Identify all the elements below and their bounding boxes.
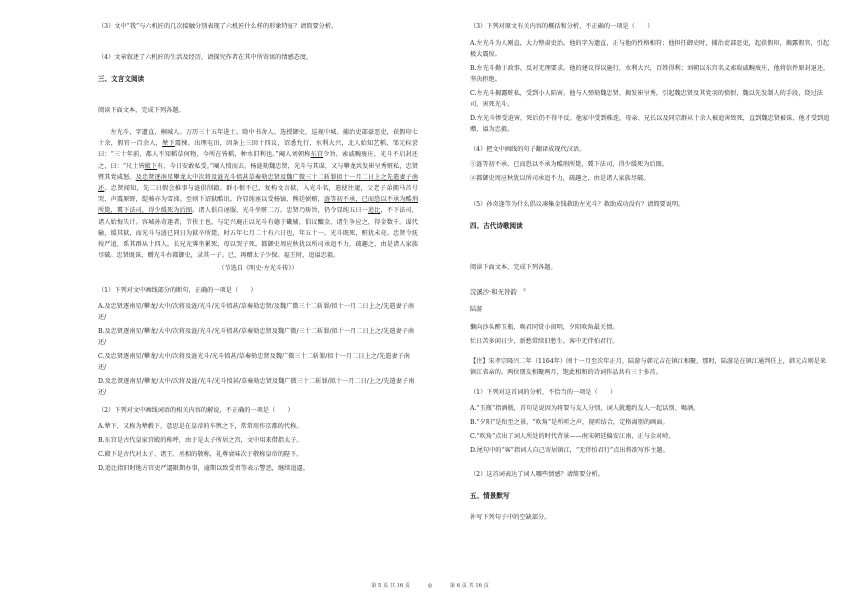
option-b[interactable]: B.东宫是古代皇家宫殿的称呼，由于是太子所居之宫，文中用来借指太子。	[98, 437, 303, 445]
poem-question-1-stem: （1）下列对这首词的分析，不恰当的一项是（ ）	[470, 389, 617, 397]
option-d[interactable]: D.追比指旧时地方官吏严逼限期办事，逾期以致受责等表示警恶，继续追逼。	[98, 465, 309, 473]
poem-question-2: （2）这首词表达了词人哪些情感？请简要分析。	[470, 471, 604, 479]
question-4-modern-reading: （4）文章叙述了六机匠的生活及经历，请探究作者在其中所寄寓的情感态度。	[98, 54, 313, 61]
option-b[interactable]: B.及忠贤逐南星/攀龙/大中/次将及涟/光斗/光斗愤甚/草奏劾忠贤及魏广微/三十二斩罪/拟十一月二日上之/先遣妻子南还/	[98, 328, 415, 347]
option-b[interactable]: B.左光斗勤于政事，反对无理要求。他的建议得以施行，水利大兴，百姓得利；刘朝以东宫名义索取戚畹废庄，他将信件原封退还，坚决拒绝。	[470, 65, 830, 83]
option-c[interactable]: C.殿下是古代对太子、诸王、丞相的敬称，礼尊衰味次于敬称皇帝的陛下。	[98, 451, 303, 459]
underlined-term: 追比	[367, 207, 381, 215]
option-a[interactable]: A.及忠贤逐南星/攀龙/大中/次将及涟/光斗/光斗愤甚/草奏劾忠贤/及魏广微三十二斩罪/拟十一月二日上之/先遣妻子南还/	[98, 303, 415, 322]
option-d[interactable]: D.尾句中的“客”指词人自己寄居镇江，“无伴怕君行”点出将欲写作主题。	[470, 447, 669, 455]
page-number-right: 第 6 页 共 16 页	[449, 583, 489, 589]
poem-line: 懒向沙头醉玉瓶，唤君同赏小窗明，夕阳吹角最关情。	[470, 324, 619, 332]
footnote-mark: ①	[522, 287, 527, 292]
poem-line: 忙日苦多闲日少，新愁常续旧愁生。客中无伴怕君行。	[470, 338, 619, 346]
poem-title	[470, 284, 830, 298]
underlined-term: 辇下	[162, 140, 175, 148]
underlined-sentence: 涟等初不承，已而恐以不承为酷刑所毙，冀下法司，得少缓死为后图	[98, 196, 419, 215]
poem-author: 陆游	[470, 306, 483, 314]
passage-text: 左光斗，字遗直，桐城人。万历三十五年进士。除中书舍人。选授御史，巡视中城。捕治吏部豪恶吏，获假印七十余，假官一百余人，	[98, 129, 418, 148]
passage-text: ，不下法司，诸人始悔失计。容城孙奇逢者，节侠士也，与定兴鹿正以光斗有德于畿辅，倡议醵金，诸生争应之，得金数千。谋代输，缓其狱，而光斗与涟已同日为狱卒所毙，时五年七月二十有六日也，年五十一。光斗既死，赃犹未竟。忠贤令抚按严追，系其群从十四人。长兄光霁坐累死，母以哭子死。都御史周应秋犹以所司承追不力，疏趣之，由是诸人家族尽破。忠贤既诛，赠光斗右都御史，录其一子。已，再赠太子少保。福王时，追谥忠毅。	[98, 207, 419, 260]
option-b[interactable]: B.“夕阳”是衔至之景，“吹角”是所听之声，视听结合，定格离别的画面。	[470, 419, 669, 427]
poem-title-text: 浣溪沙·和无咎韵	[470, 288, 517, 297]
underlined-term: 东宫	[310, 151, 324, 159]
passage-source: （节选自《明史·左光斗传》）	[218, 265, 298, 273]
underlined-term: 殿下	[144, 162, 158, 170]
option-a[interactable]: A.“玉瓶”指酒瓶，首句是说因为将要与友人分别，词人就邀约友人一起话别、喝酒。	[470, 405, 700, 413]
section-heading-dictation: 五、情景默写	[470, 492, 510, 501]
question-1-stem: （1）下列对文中画线部分的断句，正确的一项是（ ）	[98, 287, 257, 295]
option-a[interactable]: A.左光斗为人刚直，大力整肃吏治。他的字为遗直，正与他的性格相符；他担任御史时，捕治吏部恶吏，起获假印，揭露假官，引起极大震惊。	[470, 40, 830, 58]
passage-text: 令旨，索戚畹废庄，光斗不启封还之，曰：“尺土皆	[98, 151, 418, 170]
right-page	[427, 0, 860, 608]
classical-passage	[98, 127, 418, 261]
reading-instructions: 阅读下面文本，完成下列各题。	[470, 264, 557, 271]
question-5: （5）孙奇逢等为什么倡议凑集金钱救助左光斗？救助成功没有？请简要说明。	[470, 201, 685, 208]
translation-sentence-1: ①涟等初不承，已而恐以不承为酷刑所毙，冀下法司，得少缓死为后图。	[470, 161, 668, 168]
question-4-stem: （4）把文中画线的句子翻译成现代汉语。	[470, 146, 586, 153]
passage-text: 有，今日安敢私受。”阉人愤而去。杨涟劾魏忠贤，光斗与其谋，又与攀龙共发崔呈秀赃私，忠贤暨其党咸怒。	[98, 162, 419, 181]
option-d[interactable]: D.及忠贤逐南星/攀龙/大中/次将及涟/光斗/光斗愤甚/草奏劾忠贤及魏广微三十二斩罪/拟十一月二日/上之/先遣妻子南还/	[98, 378, 415, 397]
page-footer	[0, 582, 860, 589]
underlined-sentence: 及忠贤逐南星攀龙大中次将及涟光斗愤甚草奏劾忠贤及魏广微三十二斩罪拟十一月二日上之先遣妻子南还	[98, 173, 419, 193]
reading-instructions: 阅读下面文本，完成下列各题。	[98, 107, 185, 114]
option-c[interactable]: C.“吹角”点出了词人所处的时代背景——南宋朝廷偏安江南，正与金对峙。	[470, 433, 675, 441]
option-a[interactable]: A.辇下，又称为辇毂下，意思是在皇帝的车舆之下，常常用作京都的代称。	[98, 423, 303, 431]
poem-note: 【注】宋孝宗隆兴二年（1164年）闰十一月至次年正月，陆游与韩元吉在镇江相聚，那时，陆游是在镇江通判任上，韩元吉则是来镇江省亲的。两位朋友相聚两月，饱此相和的诗词作品共有三十多首。	[470, 358, 827, 377]
question-3-modern-reading: （3）文中“我”与六机匠的几次接触分别表现了六机匠什么样的形象特征？请简要分析。	[98, 23, 338, 30]
question-2-stem: （2）下列对文中画线词语的相关内容的解说，不正确的一项是（ ）	[98, 407, 294, 415]
passage-text: 。诸人俱自诬服，光斗坐赃二万。忠贤乃矫旨，仍令显纯五日一	[192, 207, 368, 215]
option-d[interactable]: D.左光斗惨受迫害，死后仍不得平反。他家中受到株连，母亲、兄长以及同宗群从十余人被追害致死，直到魏忠贤被诛，他才受到追赠、谥为忠毅。	[470, 115, 830, 133]
dictation-instructions: 补写下列句子中的空缺部分。	[470, 514, 551, 522]
question-3-stem: （3）下列对原文有关内容的概括和分析，不正确的一项是（ ）	[470, 23, 654, 30]
option-c[interactable]: C.及忠贤逐南星/攀龙/大中/次将及涟光斗/光斗愤甚/草奏劾忠贤及魏广微三十二斩罪/拟十一月二日上之/先遣妻子南还/	[98, 353, 410, 372]
section-heading-classical-chinese: 三、文言文阅读	[98, 75, 145, 83]
option-c[interactable]: C.左光斗揭露赃私，受到小人陷害。他与人弹劾魏忠贤、揭发崔呈秀，引起魏忠贤及其党羽的愤恨，魏以先发制人的手段，绕过法司，害死光斗。	[470, 90, 823, 108]
page-divider-icon: ◎	[427, 583, 433, 589]
translation-sentence-2: ②都御史周应秋犹以所司承追不力，疏趣之，由是诸人家族尽破。	[470, 175, 650, 182]
passage-text: 。忠贤闻知，先二日假会推事与涟俱削籍。群小恨不已，复构文言狱，入光斗名，遣使往逮，父老子弟拥马首号哭，声震原野，缇骑亦为雪涕。至则下诏狱酷讯。许显纯诬以受杨镐、熊廷弼贿，	[98, 185, 418, 204]
section-heading-poetry: 四、古代诗歌阅读	[470, 222, 523, 230]
page-number-left: 第 5 页 共 16 页	[371, 583, 411, 589]
passage-text: 震悚。出理屯田，因条上三因十四议，诏悉允行，水利大兴，北人始知艺稻，邹元标尝曰：“三十年前，都人不知稻草何物，今所在皆稻，种水旧利也。”阉人刘朝称	[98, 140, 419, 159]
